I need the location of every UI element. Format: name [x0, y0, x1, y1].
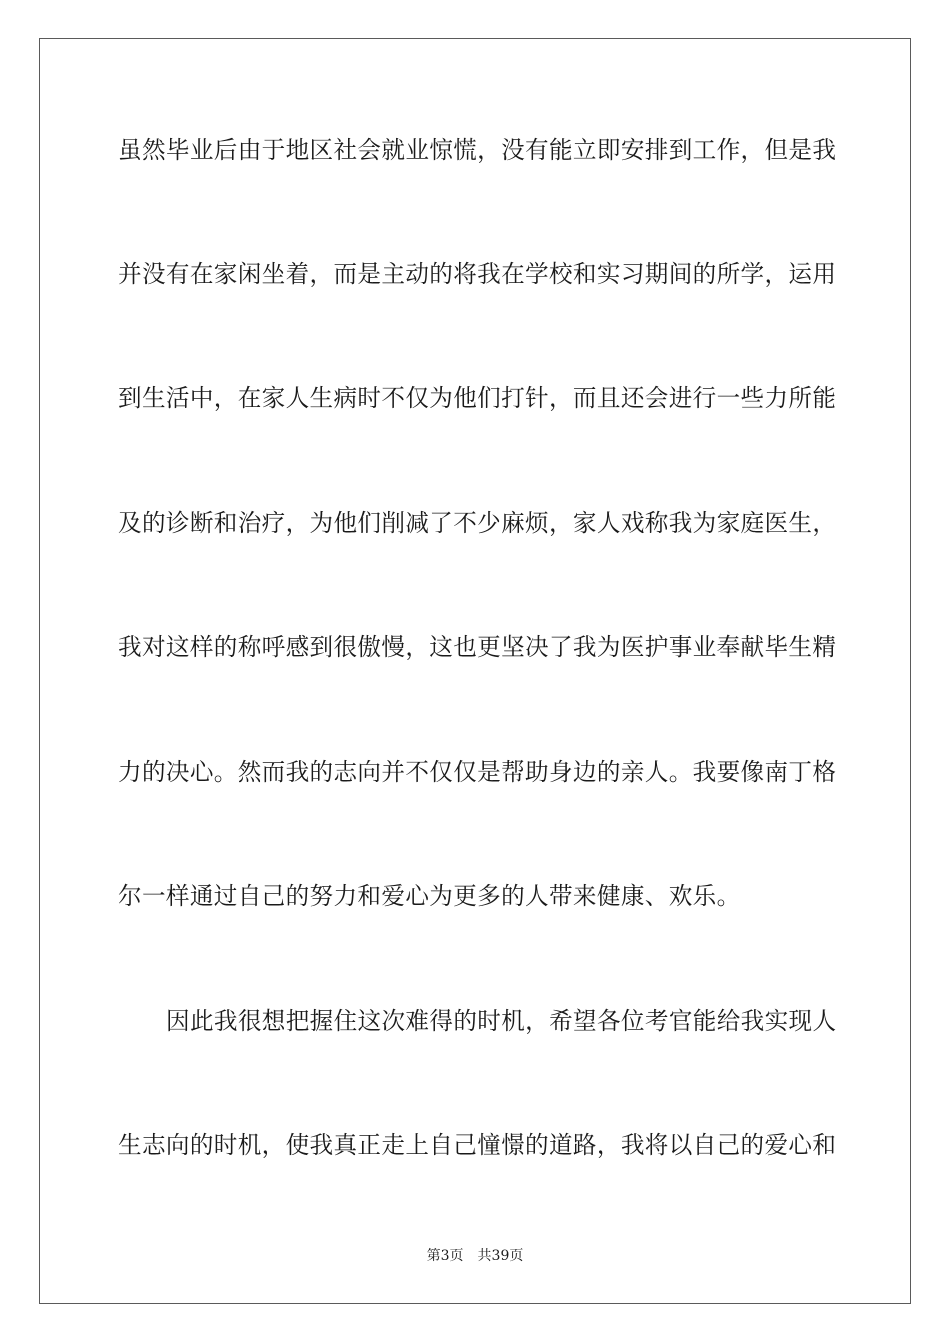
page-border: [39, 38, 911, 1304]
body-text-line: 我对这样的称呼感到很傲慢，这也更坚决了我为医护事业奉献毕生精: [118, 633, 837, 661]
page-number: 第3页: [426, 1248, 464, 1264]
body-text-line: 虽然毕业后由于地区社会就业惊慌，没有能立即安排到工作，但是我: [118, 136, 837, 164]
body-text-line: 并没有在家闲坐着，而是主动的将我在学校和实习期间的所学，运用: [118, 260, 837, 288]
body-text-line: 生志向的时机，使我真正走上自己憧憬的道路，我将以自己的爱心和: [118, 1131, 837, 1159]
body-text-line: 及的诊断和治疗，为他们削减了不少麻烦，家人戏称我为家庭医生，: [118, 509, 837, 537]
paragraph-first-line: 因此我很想把握住这次难得的时机，希望各位考官能给我实现人: [166, 1007, 837, 1035]
body-text-line: 到生活中，在家人生病时不仅为他们打针，而且还会进行一些力所能: [118, 384, 837, 412]
body-text-line: 尔一样通过自己的努力和爱心为更多的人带来健康、欢乐。: [118, 882, 741, 910]
body-text-line: 力的决心。然而我的志向并不仅仅是帮助身边的亲人。我要像南丁格: [118, 758, 837, 786]
page-footer: [0, 1247, 950, 1265]
total-pages: 共39页: [477, 1248, 524, 1264]
